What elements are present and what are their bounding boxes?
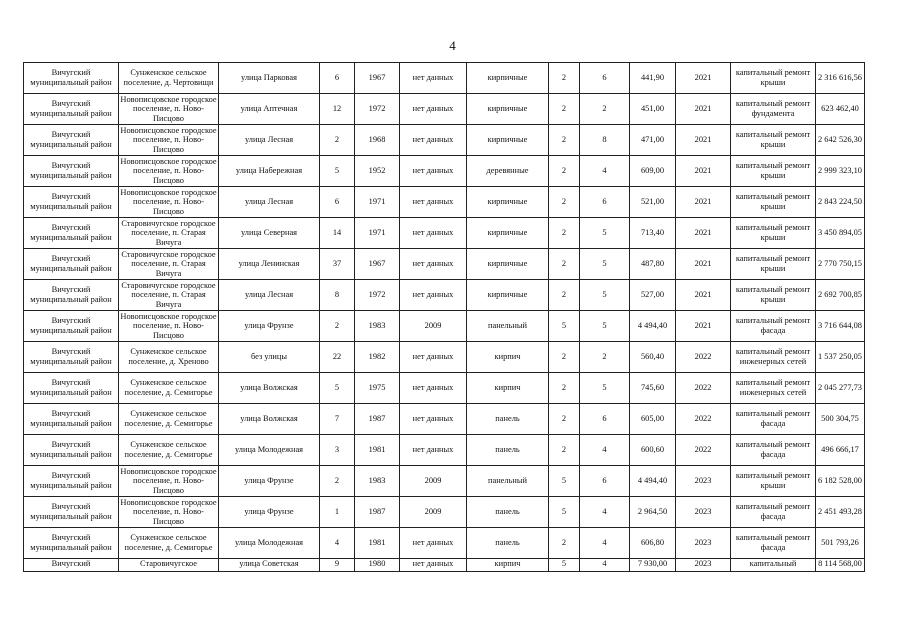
floors-cell: 2 [549, 342, 580, 373]
settlement-cell: Новописцовское городское поселение, п. Ново-Писцово [120, 94, 217, 123]
work-type-cell: капитальный ремонт крыши [731, 249, 816, 280]
work-type-cell: капитальный [731, 559, 816, 572]
table-row [24, 218, 865, 249]
floors-cell: 2 [549, 156, 580, 187]
work-type-cell: капитальный ремонт крыши [731, 280, 816, 311]
district-cell: Вичугский муниципальный район [24, 373, 119, 404]
plan-year-cell: 2022 [676, 373, 731, 404]
wall-material-cell: кирпич [467, 559, 549, 572]
cost-cell: 623 462,40 [816, 94, 865, 125]
year-built-cell: 1987 [355, 404, 400, 435]
area-cell: 600,60 [630, 435, 676, 466]
work-type-cell: капитальный ремонт крыши [731, 187, 816, 218]
entrances-cell: 8 [580, 125, 630, 156]
plan-year-cell: 2022 [676, 404, 731, 435]
house-number-cell: 5 [320, 373, 355, 404]
cost-cell: 8 114 568,00 [816, 559, 865, 572]
area-cell: 7 930,00 [630, 559, 676, 572]
house-number-cell: 8 [320, 280, 355, 311]
district-cell: Вичугский муниципальный район [24, 94, 119, 125]
district-cell: Вичугский муниципальный район [24, 466, 119, 497]
table-row [24, 466, 865, 497]
settlement-cell: Старовичугское городское поселение, п. Старая Вичуга [119, 249, 219, 280]
cost-cell: 3 716 644,08 [816, 311, 865, 342]
street-cell: улица Советская [219, 559, 320, 572]
work-type-cell: капитальный ремонт крыши [731, 218, 816, 249]
year-reconstruction-cell: нет данных [400, 218, 467, 249]
work-type-cell: капитальный ремонт крыши [731, 63, 816, 94]
cost-cell: 500 304,75 [816, 404, 865, 435]
floors-cell: 2 [549, 125, 580, 156]
settlement-cell: Сунженское сельское поселение, д. Семигорье [119, 528, 219, 559]
house-number-cell: 1 [320, 497, 355, 528]
settlement-cell: Старовичугское городское поселение, п. Старая Вичуга [119, 280, 219, 311]
table-row [24, 373, 865, 404]
street-cell: улица Аптечная [219, 94, 320, 125]
floors-cell: 5 [549, 497, 580, 528]
floors-cell: 2 [549, 528, 580, 559]
table-row [24, 311, 865, 342]
year-reconstruction-cell: нет данных [400, 559, 467, 572]
year-reconstruction-cell: нет данных [400, 528, 467, 559]
house-number-cell: 4 [320, 528, 355, 559]
house-number-cell: 14 [320, 218, 355, 249]
wall-material-cell: кирпичные [467, 125, 549, 156]
table-row [24, 404, 865, 435]
work-type-cell: капитальный ремонт крыши [731, 125, 816, 156]
district-cell: Вичугский муниципальный район [24, 187, 119, 218]
work-type-cell: капитальный ремонт фундамента [731, 94, 816, 125]
area-cell: 441,90 [630, 63, 676, 94]
cost-cell: 2 770 750,15 [816, 249, 865, 280]
area-cell: 521,00 [630, 187, 676, 218]
cost-cell: 6 182 528,00 [816, 466, 865, 497]
table-row [24, 249, 865, 280]
district-cell: Вичугский муниципальный район [24, 249, 119, 280]
entrances-cell: 6 [580, 187, 630, 218]
area-cell: 605,00 [630, 404, 676, 435]
district-cell: Вичугский муниципальный район [24, 404, 119, 435]
year-built-cell: 1972 [355, 280, 400, 311]
street-cell: улица Фрунзе [219, 497, 320, 528]
table-row [24, 528, 865, 559]
street-cell: улица Лесная [219, 187, 320, 218]
house-number-cell: 6 [320, 63, 355, 94]
district-cell: Вичугский муниципальный район [24, 311, 119, 342]
floors-cell: 2 [549, 187, 580, 218]
wall-material-cell: панель [467, 497, 549, 528]
house-number-cell: 2 [320, 125, 355, 156]
table-row [24, 63, 865, 94]
settlement-cell: Новописцовское городское поселение, п. Ново-Писцово [120, 466, 217, 495]
year-built-cell: 1983 [355, 466, 400, 497]
street-cell: улица Ленинская [219, 249, 320, 280]
plan-year-cell: 2023 [676, 528, 731, 559]
entrances-cell: 4 [580, 156, 630, 187]
house-number-cell: 5 [320, 156, 355, 187]
settlement-cell: Сунженское сельское поселение, д. Хреново [119, 342, 219, 373]
street-cell: улица Северная [219, 218, 320, 249]
house-number-cell: 2 [320, 466, 355, 497]
work-type-cell: капитальный ремонт инженерных сетей [731, 342, 816, 373]
work-type-cell: капитальный ремонт фасада [731, 435, 816, 466]
area-cell: 713,40 [630, 218, 676, 249]
house-number-cell: 22 [320, 342, 355, 373]
plan-year-cell: 2023 [676, 466, 731, 497]
plan-year-cell: 2021 [676, 63, 731, 94]
cost-cell: 1 537 250,05 [816, 342, 865, 373]
street-cell: улица Лесная [219, 280, 320, 311]
district-cell: Вичугский муниципальный район [24, 125, 119, 156]
plan-year-cell: 2022 [676, 435, 731, 466]
year-built-cell: 1971 [355, 218, 400, 249]
cost-cell: 2 843 224,50 [816, 187, 865, 218]
work-type-cell: капитальный ремонт фасада [731, 528, 816, 559]
entrances-cell: 2 [580, 342, 630, 373]
year-built-cell: 1983 [355, 311, 400, 342]
plan-year-cell: 2021 [676, 156, 731, 187]
year-reconstruction-cell: нет данных [400, 280, 467, 311]
year-reconstruction-cell: 2009 [400, 497, 467, 528]
district-cell: Вичугский муниципальный район [24, 528, 119, 559]
district-cell: Вичугский [24, 559, 119, 572]
table-row [24, 125, 865, 156]
year-reconstruction-cell: нет данных [400, 373, 467, 404]
entrances-cell: 6 [580, 63, 630, 94]
street-cell: улица Волжская [219, 404, 320, 435]
settlement-cell: Новописцовское городское поселение, п. Ново-Писцово [120, 125, 217, 154]
settlement-cell: Сунженское сельское поселение, д. Чертовищи [119, 63, 219, 94]
area-cell: 471,00 [630, 125, 676, 156]
plan-year-cell: 2021 [676, 311, 731, 342]
area-cell: 560,40 [630, 342, 676, 373]
year-built-cell: 1971 [355, 187, 400, 218]
street-cell: улица Парковая [219, 63, 320, 94]
cost-cell: 2 692 700,85 [816, 280, 865, 311]
settlement-cell: Новописцовское городское поселение, п. Ново-Писцово [120, 156, 217, 185]
floors-cell: 2 [549, 249, 580, 280]
table-row [24, 156, 865, 187]
plan-year-cell: 2021 [676, 125, 731, 156]
wall-material-cell: кирпич [467, 342, 549, 373]
plan-year-cell: 2023 [676, 559, 731, 572]
year-reconstruction-cell: нет данных [400, 249, 467, 280]
cost-cell: 2 642 526,30 [816, 125, 865, 156]
cost-cell: 3 450 894,05 [816, 218, 865, 249]
entrances-cell: 4 [580, 497, 630, 528]
wall-material-cell: деревянные [467, 156, 549, 187]
district-cell: Вичугский муниципальный район [24, 63, 119, 94]
year-reconstruction-cell: нет данных [400, 342, 467, 373]
street-cell: улица Фрунзе [219, 466, 320, 497]
settlement-cell: Сунженское сельское поселение, д. Семигорье [119, 404, 219, 435]
year-built-cell: 1972 [355, 94, 400, 125]
floors-cell: 5 [549, 466, 580, 497]
entrances-cell: 5 [580, 311, 630, 342]
wall-material-cell: панель [467, 528, 549, 559]
year-built-cell: 1975 [355, 373, 400, 404]
table-row [24, 280, 865, 311]
street-cell: улица Набережная [219, 156, 320, 187]
settlement-cell: Новописцовское городское поселение, п. Ново-Писцово [120, 311, 217, 340]
district-cell: Вичугский муниципальный район [24, 497, 119, 528]
wall-material-cell: панельный [467, 311, 549, 342]
work-type-cell: капитальный ремонт инженерных сетей [731, 373, 816, 404]
floors-cell: 2 [549, 94, 580, 125]
settlement-cell: Новописцовское городское поселение, п. Ново-Писцово [120, 187, 217, 216]
floors-cell: 2 [549, 218, 580, 249]
year-built-cell: 1987 [355, 497, 400, 528]
district-cell: Вичугский муниципальный район [24, 435, 119, 466]
house-number-cell: 12 [320, 94, 355, 125]
cost-cell: 2 045 277,73 [816, 373, 865, 404]
district-cell: Вичугский муниципальный район [24, 156, 119, 187]
table-row [24, 342, 865, 373]
year-built-cell: 1981 [355, 528, 400, 559]
district-cell: Вичугский муниципальный район [24, 280, 119, 311]
year-reconstruction-cell: нет данных [400, 125, 467, 156]
cost-cell: 2 316 616,56 [816, 63, 865, 94]
area-cell: 487,80 [630, 249, 676, 280]
table-row [24, 497, 865, 528]
street-cell: улица Молодежная [219, 528, 320, 559]
plan-year-cell: 2021 [676, 218, 731, 249]
year-reconstruction-cell: нет данных [400, 94, 467, 125]
plan-year-cell: 2021 [676, 94, 731, 125]
housing-registry-table [23, 62, 865, 572]
wall-material-cell: кирпичные [467, 280, 549, 311]
street-cell: улица Молодежная [219, 435, 320, 466]
year-reconstruction-cell: 2009 [400, 311, 467, 342]
year-built-cell: 1982 [355, 342, 400, 373]
year-built-cell: 1980 [355, 559, 400, 572]
house-number-cell: 3 [320, 435, 355, 466]
floors-cell: 2 [549, 373, 580, 404]
street-cell: без улицы [219, 342, 320, 373]
year-built-cell: 1981 [355, 435, 400, 466]
entrances-cell: 5 [580, 218, 630, 249]
table-row [24, 435, 865, 466]
settlement-cell: Новописцовское городское поселение, п. Ново-Писцово [120, 497, 217, 526]
district-cell: Вичугский муниципальный район [24, 218, 119, 249]
year-reconstruction-cell: 2009 [400, 466, 467, 497]
street-cell: улица Волжская [219, 373, 320, 404]
settlement-cell: Сунженское сельское поселение, д. Семигорье [119, 435, 219, 466]
wall-material-cell: панель [467, 435, 549, 466]
year-built-cell: 1967 [355, 249, 400, 280]
table-row [24, 94, 865, 125]
floors-cell: 2 [549, 404, 580, 435]
year-built-cell: 1968 [355, 125, 400, 156]
floors-cell: 5 [549, 311, 580, 342]
area-cell: 527,00 [630, 280, 676, 311]
year-built-cell: 1952 [355, 156, 400, 187]
floors-cell: 5 [549, 559, 580, 572]
work-type-cell: капитальный ремонт фасада [731, 404, 816, 435]
district-cell: Вичугский муниципальный район [24, 342, 119, 373]
house-number-cell: 2 [320, 311, 355, 342]
entrances-cell: 5 [580, 249, 630, 280]
entrances-cell: 6 [580, 404, 630, 435]
plan-year-cell: 2023 [676, 497, 731, 528]
wall-material-cell: кирпичные [467, 218, 549, 249]
entrances-cell: 2 [580, 94, 630, 125]
area-cell: 745,60 [630, 373, 676, 404]
page-number: 4 [449, 38, 456, 53]
area-cell: 4 494,40 [630, 311, 676, 342]
table-row [24, 559, 865, 572]
wall-material-cell: кирпичные [467, 63, 549, 94]
wall-material-cell: панельный [467, 466, 549, 497]
cost-cell: 2 451 493,28 [816, 497, 865, 528]
street-cell: улица Фрунзе [219, 311, 320, 342]
house-number-cell: 37 [320, 249, 355, 280]
year-reconstruction-cell: нет данных [400, 63, 467, 94]
house-number-cell: 6 [320, 187, 355, 218]
wall-material-cell: кирпичные [467, 249, 549, 280]
cost-cell: 501 793,26 [816, 528, 865, 559]
year-reconstruction-cell: нет данных [400, 435, 467, 466]
year-reconstruction-cell: нет данных [400, 187, 467, 218]
entrances-cell: 5 [580, 373, 630, 404]
table-row [24, 187, 865, 218]
house-number-cell: 7 [320, 404, 355, 435]
wall-material-cell: кирпичные [467, 187, 549, 218]
area-cell: 4 494,40 [630, 466, 676, 497]
plan-year-cell: 2021 [676, 280, 731, 311]
wall-material-cell: кирпич [467, 373, 549, 404]
cost-cell: 496 666,17 [816, 435, 865, 466]
wall-material-cell: панель [467, 404, 549, 435]
entrances-cell: 4 [580, 435, 630, 466]
area-cell: 609,00 [630, 156, 676, 187]
settlement-cell: Старовичугское [119, 559, 219, 572]
plan-year-cell: 2021 [676, 249, 731, 280]
wall-material-cell: кирпичные [467, 94, 549, 125]
work-type-cell: капитальный ремонт крыши [731, 466, 816, 497]
plan-year-cell: 2022 [676, 342, 731, 373]
year-built-cell: 1967 [355, 63, 400, 94]
work-type-cell: капитальный ремонт крыши [731, 156, 816, 187]
settlement-cell: Сунженское сельское поселение, д. Семигорье [119, 373, 219, 404]
entrances-cell: 4 [580, 559, 630, 572]
entrances-cell: 5 [580, 280, 630, 311]
cost-cell: 2 999 323,10 [816, 156, 865, 187]
work-type-cell: капитальный ремонт фасада [731, 497, 816, 528]
floors-cell: 2 [549, 63, 580, 94]
area-cell: 451,00 [630, 94, 676, 125]
entrances-cell: 4 [580, 528, 630, 559]
year-reconstruction-cell: нет данных [400, 404, 467, 435]
entrances-cell: 6 [580, 466, 630, 497]
year-reconstruction-cell: нет данных [400, 156, 467, 187]
street-cell: улица Лесная [219, 125, 320, 156]
floors-cell: 2 [549, 435, 580, 466]
area-cell: 606,80 [630, 528, 676, 559]
floors-cell: 2 [549, 280, 580, 311]
settlement-cell: Старовичугское городское поселение, п. Старая Вичуга [119, 218, 219, 249]
area-cell: 2 964,50 [630, 497, 676, 528]
house-number-cell: 9 [320, 559, 355, 572]
work-type-cell: капитальный ремонт фасада [731, 311, 816, 342]
plan-year-cell: 2021 [676, 187, 731, 218]
